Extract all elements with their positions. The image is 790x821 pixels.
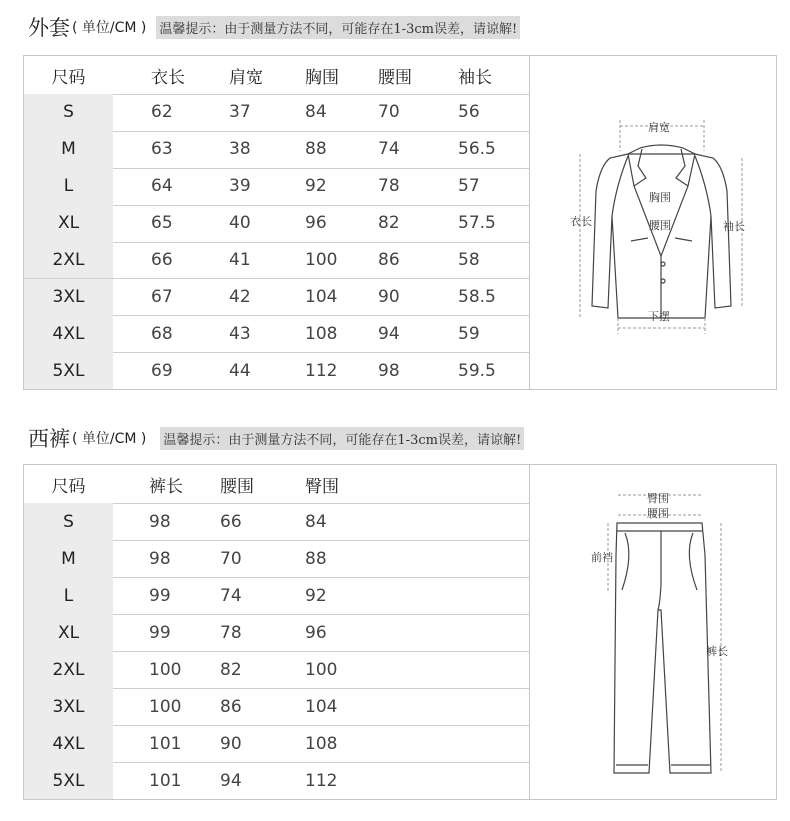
size-label: XL	[24, 205, 113, 242]
size-label: 5XL	[24, 352, 113, 389]
jacket-size-table	[23, 55, 777, 390]
table-cell: 59.5	[458, 360, 496, 381]
table-cell: 43	[229, 323, 251, 344]
table-cell: 84	[305, 102, 327, 123]
table-cell: 94	[220, 770, 242, 791]
pants-waist-label: 腰围	[647, 507, 669, 520]
table-cell: 98	[149, 511, 171, 532]
table-cell: 37	[229, 102, 251, 123]
jacket-header-row	[24, 56, 529, 95]
pants-unit: ( 单位/CM )	[72, 431, 147, 447]
rise-label: 前裆	[591, 551, 613, 564]
table-cell: 68	[151, 323, 173, 344]
table-cell: 101	[149, 770, 182, 791]
table-cell: 100	[149, 659, 182, 680]
table-cell: 90	[378, 286, 400, 307]
table-cell: 112	[305, 360, 338, 381]
table-row	[24, 688, 529, 726]
table-cell: 88	[305, 548, 327, 569]
pants-length-label: 裤长	[706, 645, 728, 658]
table-row	[24, 131, 529, 169]
table-cell: 86	[378, 250, 400, 271]
jacket-diagram	[529, 56, 777, 389]
size-label: 4XL	[24, 315, 113, 352]
hem-label: 下摆	[648, 310, 670, 323]
table-cell: 69	[151, 360, 173, 381]
length-label: 衣长	[570, 215, 592, 228]
table-cell: 66	[220, 511, 242, 532]
table-cell: 100	[149, 696, 182, 717]
pants-header-1: 裤长	[149, 476, 183, 497]
pants-header-2: 腰围	[220, 476, 254, 497]
table-row	[24, 577, 529, 615]
table-cell: 42	[229, 286, 251, 307]
jacket-header-0: 尺码	[51, 67, 86, 88]
table-cell: 104	[305, 286, 338, 307]
pants-header-row	[24, 465, 529, 504]
table-cell: 39	[229, 176, 251, 197]
jacket-section-heading	[28, 12, 520, 42]
pants-title: 西裤	[28, 427, 70, 451]
table-cell: 64	[151, 176, 173, 197]
table-cell: 94	[378, 323, 400, 344]
table-cell: 98	[378, 360, 400, 381]
jacket-header-4: 腰围	[378, 67, 412, 88]
table-cell: 108	[305, 733, 338, 754]
table-cell: 59	[458, 323, 480, 344]
size-label: 3XL	[24, 688, 113, 725]
pants-header-3: 臀围	[305, 476, 339, 497]
table-row	[24, 762, 529, 799]
table-cell: 112	[305, 770, 338, 791]
table-cell: 58	[458, 250, 480, 271]
jacket-header-2: 肩宽	[229, 67, 263, 88]
table-cell: 56	[458, 102, 480, 123]
table-cell: 44	[229, 360, 251, 381]
shoulder-label: 肩宽	[648, 121, 670, 134]
waist-label: 腰围	[649, 219, 671, 232]
pants-section-heading	[28, 423, 524, 453]
table-cell: 100	[305, 250, 338, 271]
hip-label: 臀围	[647, 492, 669, 505]
table-cell: 57	[458, 176, 480, 197]
table-cell: 40	[229, 213, 251, 234]
size-label: M	[24, 131, 113, 168]
size-label: L	[24, 577, 113, 614]
jacket-header-5: 袖长	[458, 67, 492, 88]
table-row	[24, 242, 529, 280]
table-cell: 82	[220, 659, 242, 680]
table-cell: 38	[229, 139, 251, 160]
table-cell: 100	[305, 659, 338, 680]
table-cell: 56.5	[458, 139, 496, 160]
size-label: S	[24, 503, 113, 540]
jacket-header-1: 衣长	[151, 67, 185, 88]
size-label: 5XL	[24, 762, 113, 799]
table-cell: 104	[305, 696, 338, 717]
table-row	[24, 279, 529, 317]
table-row	[24, 168, 529, 206]
table-cell: 58.5	[458, 286, 496, 307]
table-cell: 57.5	[458, 213, 496, 234]
pants-diagram	[529, 465, 777, 799]
pants-size-table	[23, 464, 777, 800]
table-cell: 86	[220, 696, 242, 717]
table-row	[24, 614, 529, 652]
table-cell: 65	[151, 213, 173, 234]
table-cell: 82	[378, 213, 400, 234]
table-row	[24, 540, 529, 578]
table-cell: 67	[151, 286, 173, 307]
size-label: XL	[24, 614, 113, 651]
jacket-title: 外套	[28, 16, 70, 40]
table-cell: 92	[305, 585, 327, 606]
table-cell: 74	[220, 585, 242, 606]
table-row	[24, 205, 529, 243]
table-cell: 74	[378, 139, 400, 160]
table-cell: 101	[149, 733, 182, 754]
table-row	[24, 315, 529, 353]
table-cell: 78	[378, 176, 400, 197]
jacket-header-3: 胸围	[305, 67, 339, 88]
size-label: 2XL	[24, 651, 113, 688]
table-cell: 108	[305, 323, 338, 344]
jacket-note: 温馨提示：由于测量方法不同，可能存在1-3cm误差，请谅解!	[156, 16, 520, 39]
table-cell: 88	[305, 139, 327, 160]
size-label: M	[24, 540, 113, 577]
table-cell: 63	[151, 139, 173, 160]
table-cell: 66	[151, 250, 173, 271]
table-cell: 99	[149, 585, 171, 606]
table-cell: 99	[149, 622, 171, 643]
jacket-unit: ( 单位/CM )	[72, 20, 147, 36]
sleeve-label: 袖长	[723, 220, 745, 233]
size-label: 4XL	[24, 725, 113, 762]
table-cell: 70	[378, 102, 400, 123]
size-label: 3XL	[24, 279, 113, 316]
table-cell: 98	[149, 548, 171, 569]
table-row	[24, 503, 529, 541]
table-cell: 41	[229, 250, 251, 271]
table-row	[24, 651, 529, 689]
size-label: L	[24, 168, 113, 205]
table-cell: 70	[220, 548, 242, 569]
table-cell: 78	[220, 622, 242, 643]
table-cell: 92	[305, 176, 327, 197]
size-label: S	[24, 94, 113, 131]
table-cell: 96	[305, 622, 327, 643]
pants-header-0: 尺码	[51, 476, 86, 497]
table-cell: 84	[305, 511, 327, 532]
size-label: 2XL	[24, 242, 113, 279]
table-cell: 90	[220, 733, 242, 754]
table-cell: 96	[305, 213, 327, 234]
pants-note: 温馨提示：由于测量方法不同，可能存在1-3cm误差，请谅解!	[160, 427, 524, 450]
table-row	[24, 94, 529, 132]
table-row	[24, 352, 529, 389]
table-row	[24, 725, 529, 763]
table-cell: 62	[151, 102, 173, 123]
chest-label: 胸围	[649, 191, 671, 204]
